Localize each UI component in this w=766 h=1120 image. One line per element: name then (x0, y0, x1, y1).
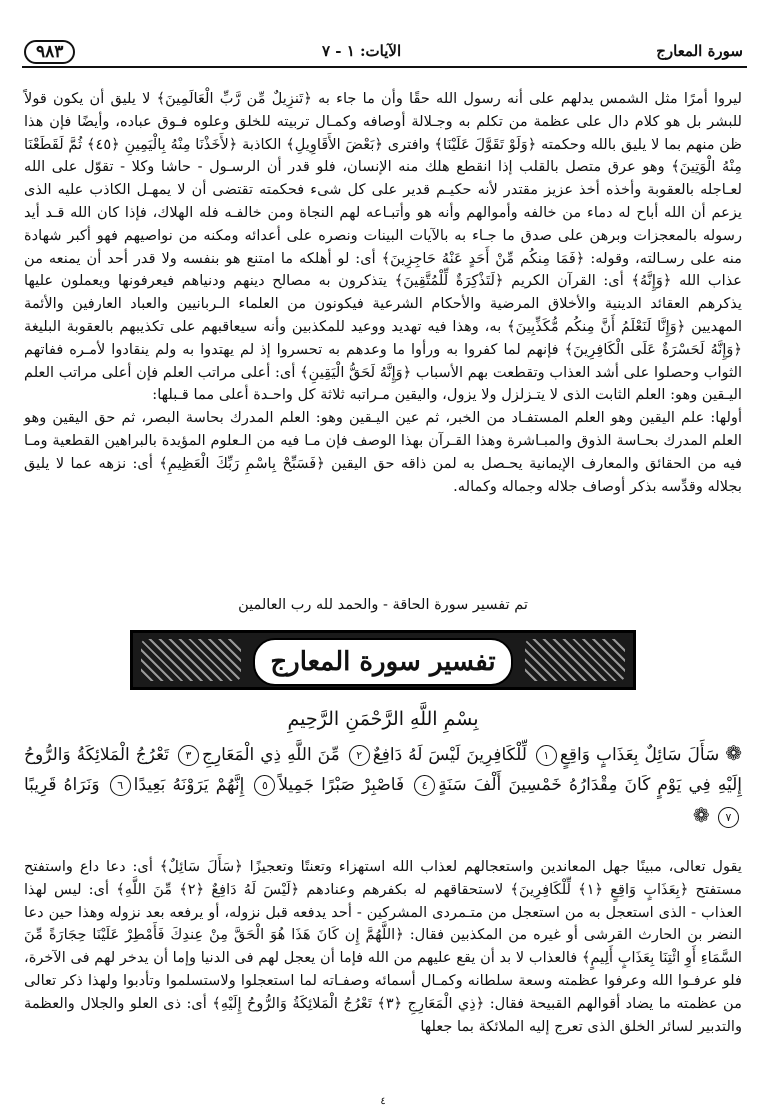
verse-number: ٣ (178, 745, 199, 766)
closing-line: تم تفسير سورة الحاقة - والحمد لله رب العالمين (238, 597, 528, 613)
verse-ornament-icon: ❁ (692, 803, 710, 827)
verse-number: ٧ (718, 807, 739, 828)
surah-name: سورة المعارج (656, 42, 743, 60)
page-header (22, 40, 747, 68)
paragraph: ليروا أمرًا مثل الشمس يدلهم على أنه رسول الله حقًا وأن ما جاء به ﴿تَنزِيلٌ مِّن رَّبِّ الْعَالَمِينَ﴾ لا يليق أن يكون قولاً للبشر بل هو كلام دال على عظمة من تكلم به وجـلالة أوصافه وكمـال تربيته للخلق وعلوه فـوق عباده، وأيضًا فإن هذا ظن منهم بما لا يليق بالله وحكمته ﴿وَلَوْ تَقَوَّلَ عَلَيْنَا﴾ وافترى ﴿بَعْضَ الأَقَاوِيلِ﴾ الكاذبة ﴿لأَخَذْنَا مِنْهُ بِالْيَمِينِ ﴿٤٥﴾ ثُمَّ لَقَطَعْنَا مِنْهُ الْوَتِينَ﴾ وهو عرق متصل بالقلب إذا انقطع هلك منه الإنسان، فلو قدر أن الرسـول - حاشا وكلا - تقوّل على الله لعـاجله بالعقوبة وأخذه أخذ عزيز مقتدر لأنه حكيـم قدير على كل شىء فحكمته تقتضى أن لا يمهـل الكاذب عليه الذى يزعم أن الله أباح له دماء من خالفه وأموالهم وأنه هو وأتبـاعه لهم النجاة ومن خالفـه فله الهلاك، فإذا كان الله قـد أيد رسوله بالمعجزات وبرهن على صدق ما جـاء به بالآيات البينات ونصره على أعدائه ومكنه من نواصيهم فهو أكبر شهادة منه على رسـالته، وقوله: ﴿فَمَا مِنكُم مِّنْ أَحَدٍ عَنْهُ حَاجِزِينَ﴾ أى: لو أهلكه ما امتنع هو بنفسه ولا قدر أحد أن يمنعه من عذاب الله ﴿وَإِنَّهُ﴾ أى: القرآن الكريم ﴿لَتَذْكِرَةٌ لِّلْمُتَّقِينَ﴾ يتذكرون به مصالح دينهم ودنياهم فيعرفونها ويعملون عليها يذكرهم العقائد الدينية والأخلاق المرضية والأحكام الشرعية فيكونون من العلماء الـربانيين والعباد العارفين والأئمة المهديين ﴿وَإِنَّا لَنَعْلَمُ أَنَّ مِنكُم مُّكَذِّبِينَ﴾ به، وهذا فيه تهديد ووعيد للمكذبين وأنه سيعاقبهم على تكذيبهم بالعقوبة البليغة ﴿وَإِنَّهُ لَحَسْرَةٌ عَلَى الْكَافِرِينَ﴾ فإنهم لما كفروا به ورأوا ما وعدهم به تحسروا إذ لم يهتدوا به ولم ينقادوا لأمـره ففاتهم الثواب وحصلوا على أشد العذاب وتقطعت بهم الأسباب ﴿وَإِنَّهُ لَحَقُّ الْيَقِينِ﴾ أى: أعلى مراتب العلم فإن أعلى مراتب العلم اليـقين وهو: العلم الثابت الذى لا يتـزلزل ولا يزول، واليقين مـراتبه ثلاثة كل واحـدة أعلى مما قـبلها: (24, 90, 743, 404)
verse-text: فَاصْبِرْ صَبْرًا جَمِيلاً (278, 775, 405, 795)
verse-text: سَأَلَ سَائِلٌ بِعَذَابٍ وَاقِعٍ (559, 745, 720, 765)
page-number: ٩٨٣ (24, 40, 75, 64)
footer-mark: ٤ (380, 1096, 386, 1107)
surah-title: تفسير سورة المعارج (253, 638, 513, 686)
verse-number: ٥ (254, 775, 275, 796)
commentary-bottom (24, 856, 742, 1038)
verse-number: ٢ (349, 745, 370, 766)
ornament-icon (525, 639, 625, 681)
basmala: بِسْمِ اللَّهِ الرَّحْمَنِ الرَّحِيمِ (287, 708, 479, 730)
verse-number: ٦ (110, 775, 131, 796)
verse-text: تَعْرُجُ الْمَلائِكَةُ وَالرُّوحُ إِلَيْهِ فِي يَوْمٍ كَانَ مِقْدَارُهُ خَمْسِينَ أَلْفَ سَنَةٍ (24, 745, 743, 795)
verse-number: ١ (536, 745, 557, 766)
verse-text: مِّنَ اللَّهِ ذِي الْمَعَارِجِ (201, 745, 340, 765)
surah-title-banner (130, 630, 636, 690)
ayat-range: الآيات: ١ - ٧ (322, 42, 402, 60)
verse-text: لِّلْكَافِرِينَ لَيْسَ لَهُ دَافِعٌ (372, 745, 527, 765)
verses-block (24, 738, 742, 832)
commentary-top (24, 88, 742, 498)
verse-text: وَنَرَاهُ قَرِيبًا (24, 775, 100, 795)
paragraph: أولها: علم اليقين وهو العلم المستفـاد من الخبر، ثم عين اليـقين وهو: العلم المدرك بحاسة البصر، ثم حق اليقين وهو العلم المدرك بحـاسة الذوق والمبـاشرة وهذا القـرآن بهذا الوصف فإن مـا فيه من الـعلوم المؤيدة بالبراهين القطعية ومـا فيه من الحقائق والمعارف الإيمانية يحـصل به لمن ذاقه حق اليقين ﴿فَسَبِّحْ بِاسْمِ رَبِّكَ الْعَظِيمِ﴾ أى: نزهه عما لا يليق بجلاله وقدِّسه بذكر أوصاف جلاله وجماله وكماله. (24, 409, 742, 495)
verse-number: ٤ (414, 775, 435, 796)
ornament-icon (141, 639, 241, 681)
verse-ornament-icon: ❁ (725, 741, 742, 765)
verse-text: إِنَّهُمْ يَرَوْنَهُ بَعِيدًا (133, 775, 245, 795)
paragraph: يقول تعالى، مبينًا جهل المعاندين واستعجالهم لعذاب الله استهزاء وتعنتًا وتعجيزًا ﴿سَأَلَ سَائِلٌ﴾ أى: دعا داع واستفتح مستفتح ﴿بِعَذَابٍ وَاقِعٍ ﴿١﴾ لِّلْكَافِرِينَ﴾ لاستحقاقهم له بكفرهم وعنادهم ﴿لَيْسَ لَهُ دَافِعٌ ﴿٢﴾ مِّنَ اللَّهِ﴾ أى: ليس لهذا العذاب - الذى استعجل به من استعجل من متـمردى المشركين - أحد يدفعه قبل نزوله، أو يرفعه بعد نزوله وهذا حين دعا النضر بن الحارث القرشى أو غيره من المكذبين فقال: ﴿اللَّهُمَّ إِن كَانَ هَذَا هُوَ الْحَقَّ مِنْ عِندِكَ فَأَمْطِرْ عَلَيْنَا حِجَارَةً مِّنَ السَّمَاءِ أَوِ ائْتِنَا بِعَذَابٍ أَلِيمٍ﴾ فالعذاب لا بد أن يقع عليهم من الله فإما أن يعجل لهم فى الدنيا وإما أن يدخر لهم فى الآخرة، فلو عرفـوا الله وعرفوا عظمته وسعة سلطانه وكمـال أسمائه وصفـاته لما استعجلوا ولاستسلموا وتأدبوا ولهذا ذكر تعالى من عظمته ما يضاد أقوالهم القبيحة فقال: ﴿ذِي الْمَعَارِجِ ﴿٣﴾ تَعْرُجُ الْمَلائِكَةُ وَالرُّوحُ إِلَيْهِ﴾ أى: ذى العلو والجلال والعظمة والتدبير لسائر الخلق الذى تعرج إليه الملائكة بما جعلها (24, 858, 742, 1035)
